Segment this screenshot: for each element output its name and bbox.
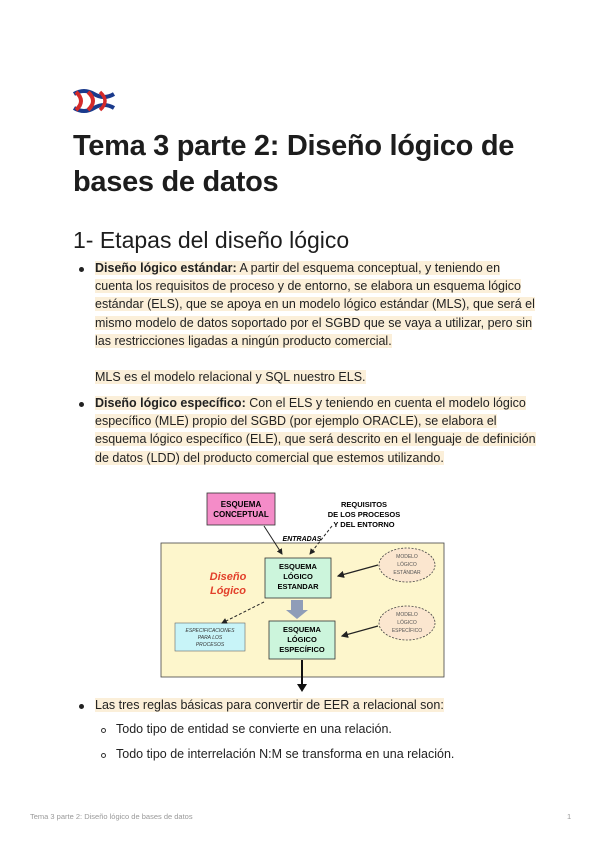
sub-bullet-marker (101, 753, 106, 758)
paragraph-rules-intro (95, 696, 540, 714)
logical-design-diagram (160, 490, 445, 695)
sub-bullet-marker (101, 728, 106, 733)
text-specific-design: Con el ELS y teniendo en cuenta el modelo lógico específico (MLE) propio del SGBD (por ejemplo ORACLE), se elabora el esquema lógico específico (ELE), que será descrito en el lenguaje de definición de datos (LDD) del producto comercial que estemos utilizando. (95, 396, 536, 465)
bullet-marker (79, 267, 84, 272)
specific-line-1: ESQUEMA (283, 625, 321, 634)
down-arrow-block (291, 600, 303, 610)
specific-line-3: ESPECÍFICO (279, 645, 325, 654)
specs-line-3: PROCESOS (195, 642, 225, 648)
conceptual-box (207, 493, 275, 525)
conceptual-line-1: ESQUEMA (220, 500, 262, 509)
paragraph-specific-design (95, 394, 540, 467)
mle-line-1: MODELO (396, 612, 418, 618)
requirements-line-2: DE LOS PROCESOS (327, 510, 401, 519)
standard-line-2: LÓGICO (283, 572, 313, 581)
specs-line-1: ESPECIFICACIONES (185, 628, 235, 634)
conceptual-line-2: CONCEPTUAL (213, 510, 269, 519)
mle-line-2: LÓGICO (397, 620, 417, 626)
mls-line-3: ESTÁNDAR (393, 570, 421, 576)
inputs-label: ENTRADAS (282, 536, 322, 543)
sub-bullet-2 (116, 745, 536, 763)
section-heading: 1- Etapas del diseño lógico (73, 227, 350, 253)
logo-icon (72, 88, 116, 114)
bullet-marker (79, 402, 84, 407)
note-mls (95, 368, 540, 386)
sub-bullet-1-text: Todo tipo de entidad se convierte en una relación. (116, 722, 392, 736)
term-standard-design: Diseño lógico estándar: (95, 261, 237, 275)
standard-line-3: ESTANDAR (277, 582, 319, 591)
mls-line-1: MODELO (396, 554, 418, 560)
footer-title: Tema 3 parte 2: Diseño lógico de bases de datos (30, 812, 193, 821)
bullet-marker (79, 704, 84, 709)
design-label-line-1: Diseño (209, 571, 247, 583)
paragraph-standard-design (95, 259, 540, 350)
footer-page-number: 1 (567, 812, 572, 821)
specific-line-2: LÓGICO (287, 635, 317, 644)
page-title: Tema 3 parte 2: Diseño lógico de bases de datos (73, 130, 515, 198)
sub-bullet-1 (116, 720, 536, 738)
design-label-line-2: Lógico (209, 585, 247, 597)
mle-line-3: ESPECÍFICO (391, 628, 423, 634)
specs-line-2: PARA LOS (197, 635, 223, 641)
text-standard-design: A partir del esquema conceptual, y teniendo en cuenta los requisitos de proceso y de entorno, se elabora un esquema lógico estándar (ELS), que se apoya en un modelo lógico estándar (MLS), que será el mismo modelo de datos soportado por el SGBD que se vaya a utilizar, pero sin las restricciones ligadas a ningún producto comercial. (95, 261, 535, 348)
sub-bullet-2-text: Todo tipo de interrelación N:M se transforma en una relación. (116, 747, 455, 761)
term-specific-design: Diseño lógico específico: (95, 396, 246, 410)
requirements-line-3: Y DEL ENTORNO (333, 520, 395, 529)
standard-line-1: ESQUEMA (279, 562, 317, 571)
mls-line-2: LÓGICO (397, 562, 417, 568)
rules-intro-text: Las tres reglas básicas para convertir de EER a relacional son: (95, 698, 444, 712)
note-mls-text: MLS es el modelo relacional y SQL nuestro ELS. (95, 370, 366, 384)
requirements-line-1: REQUISITOS (340, 500, 388, 509)
